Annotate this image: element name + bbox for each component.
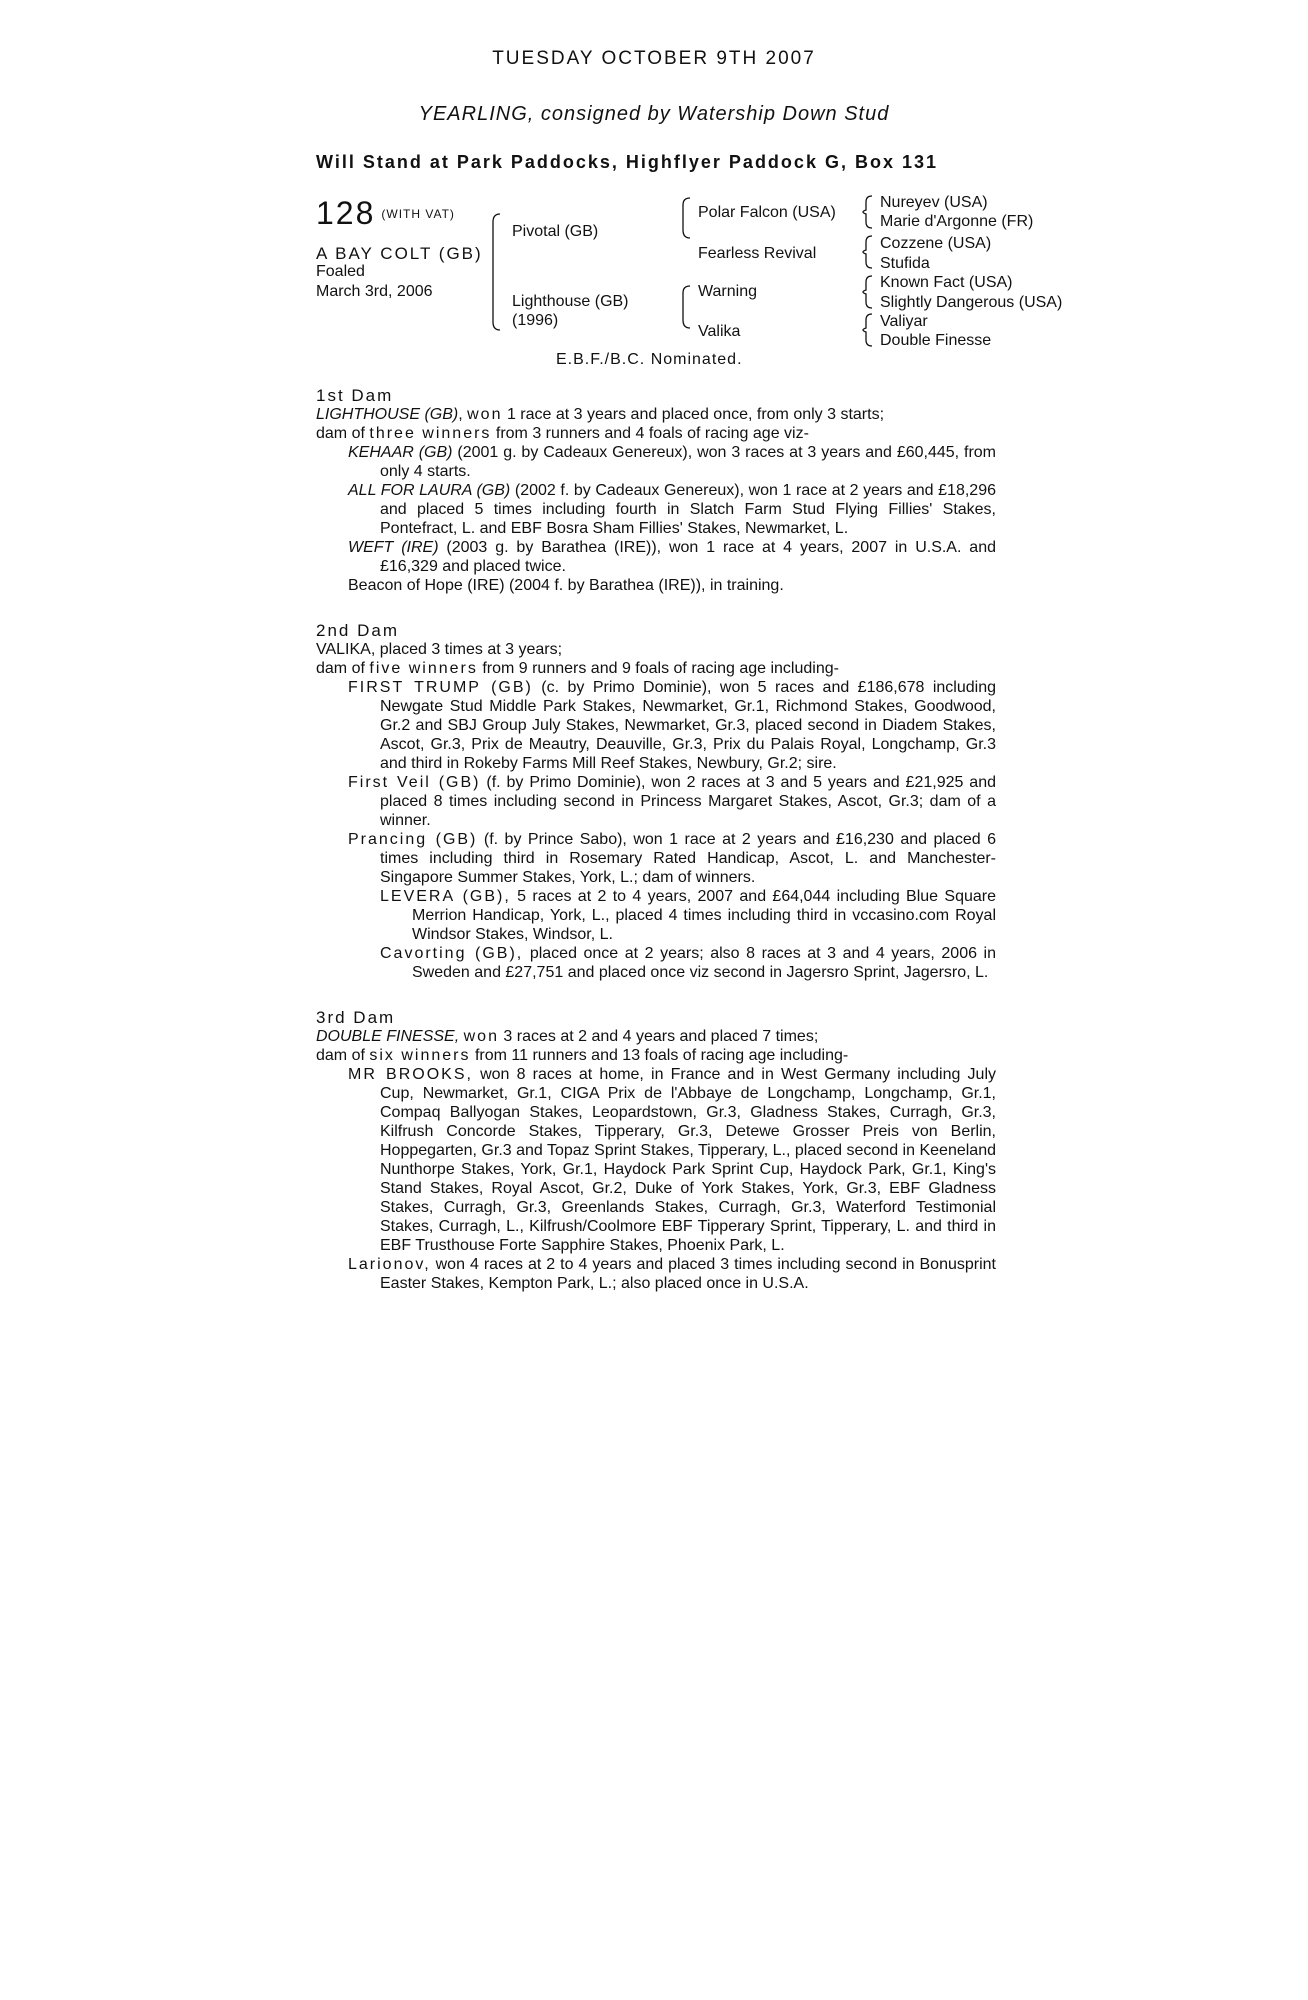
dam-of-rest: from 3 runners and 4 foals of racing age viz- <box>495 425 809 442</box>
third-dam-title: 3rd Dam <box>316 1008 396 1027</box>
gen3-ancestor-6: Slightly Dangerous (USA) <box>880 294 1063 311</box>
gen3-bracket-4 <box>863 314 872 346</box>
grand-produce-entry <box>316 887 996 944</box>
first-dam-intro-rest: 1 race at 3 years and placed once, from only 3 starts; <box>506 406 885 423</box>
dam-dam: Valika <box>698 323 741 340</box>
third-dam-intro <box>316 1027 996 1046</box>
produce-entry <box>316 481 996 538</box>
produce-entry <box>316 1255 996 1293</box>
produce-name: WEFT (IRE) <box>348 539 439 556</box>
second-dam-intro: VALIKA, placed 3 times at 3 years; <box>316 641 563 658</box>
foaled-label: Foaled <box>316 263 365 280</box>
produce-text: Beacon of Hope (IRE) (2004 f. by Barathea (IRE)), in training. <box>348 577 784 594</box>
produce-name: ALL FOR LAURA (GB) <box>348 482 511 499</box>
gen1-bracket <box>493 214 500 330</box>
first-dam-title: 1st Dam <box>316 386 394 405</box>
produce-entry <box>316 576 996 595</box>
dam-foaling-year: (1996) <box>512 312 559 329</box>
gen3-bracket-2 <box>863 236 872 268</box>
vat-note: (WITH VAT) <box>381 207 455 221</box>
winners-count: five winners <box>369 660 478 677</box>
dam-name: Lighthouse (GB) <box>512 293 629 310</box>
lot-number-value: 128 <box>316 195 376 231</box>
produce-text: 5 races at 2 to 4 years, 2007 and £64,044 including Blue Square Merrion Handicap, York, L., placed 4 times including third in vccasino.com Royal Windsor Stakes, Windsor, L. <box>412 888 997 943</box>
grand-produce-entry <box>316 944 996 982</box>
produce-records <box>316 386 996 1319</box>
gen3-bracket-1 <box>863 196 872 228</box>
gen3-ancestor-1: Nureyev (USA) <box>880 194 988 211</box>
third-dam-produce-summary <box>316 1046 996 1065</box>
produce-entry <box>316 773 996 830</box>
winners-count: six winners <box>369 1047 471 1064</box>
gen3-ancestor-4: Stufida <box>880 255 930 272</box>
second-dam-produce-summary <box>316 659 996 678</box>
sire-sire: Polar Falcon (USA) <box>698 204 836 221</box>
first-dam-section <box>316 386 996 595</box>
second-dam-title: 2nd Dam <box>316 621 399 640</box>
pedigree-brackets <box>0 0 1308 400</box>
dam-of-rest: from 9 runners and 9 foals of racing age including- <box>482 660 839 677</box>
first-dam-intro: LIGHTHOUSE (GB), won 1 race at 3 years and placed once, from only 3 starts; <box>316 406 885 423</box>
gen2-bracket-sire <box>683 198 690 238</box>
produce-entry <box>316 1065 996 1255</box>
produce-text: (2003 g. by Barathea (IRE)), won 1 race at 4 years, 2007 in U.S.A. and £16,329 and placed twice. <box>380 539 996 575</box>
winners-count: three winners <box>369 425 492 442</box>
first-dam-name: LIGHTHOUSE (GB) <box>316 406 459 423</box>
foaled-date: March 3rd, 2006 <box>316 283 433 300</box>
dam-of-prefix: dam of <box>316 1047 365 1064</box>
dam-of-rest: from 11 runners and 13 foals of racing age including- <box>474 1047 849 1064</box>
produce-text: (c. by Primo Dominie), won 5 races and £186,678 including Newgate Stud Middle Park Stakes, Newmarket, Gr.1, Richmond Stakes, Goodwood, Gr.2 and SBJ Group July Stakes, Newmarket, Gr.3, placed second in Diadem Stakes, Ascot, Gr.3, Prix de Meautry, Deauville, Gr.3, Prix du Palais Royal, Longchamp, Gr.3 and third in Rokeby Farms Mill Reef Stakes, Newbury, Gr.2; sire. <box>380 679 996 772</box>
stabling-location: Will Stand at Park Paddocks, Highflyer Paddock G, Box 131 <box>316 152 938 172</box>
sire-name: Pivotal (GB) <box>512 223 599 240</box>
third-dam-section <box>316 1008 996 1293</box>
sale-date: TUESDAY OCTOBER 9TH 2007 <box>492 48 816 69</box>
gen3-ancestor-5: Known Fact (USA) <box>880 274 1013 291</box>
sire-dam: Fearless Revival <box>698 245 817 262</box>
gen2-bracket-dam <box>683 286 690 328</box>
second-dam-section <box>316 621 996 982</box>
consignment-line: YEARLING, consigned by Watership Down Stud <box>418 103 890 125</box>
produce-text: (2001 g. by Cadeaux Genereux), won 3 races at 3 years and £60,445, from only 4 starts. <box>380 444 996 480</box>
produce-name: KEHAAR (GB) <box>348 444 453 461</box>
produce-name: MR BROOKS, <box>348 1066 473 1083</box>
dam-of-prefix: dam of <box>316 425 365 442</box>
won-word: won <box>467 406 503 423</box>
produce-text: (2002 f. by Cadeaux Genereux), won 1 race at 2 years and £18,296 and placed 5 times including fourth in Slatch Farm Stud Flying Fillies' Stakes, Pontefract, L. and EBF Bosra Sham Fillies' Stakes, Newmarket, L. <box>380 482 996 537</box>
gen3-ancestor-3: Cozzene (USA) <box>880 235 992 252</box>
horse-description: A BAY COLT (GB) <box>316 244 483 263</box>
gen3-ancestor-8: Double Finesse <box>880 332 992 349</box>
produce-text: won 8 races at home, in France and in West Germany including July Cup, Newmarket, Gr.1, CIGA Prix de l'Abbaye de Longchamp, Longchamp, Gr.1, Compaq Ballyogan Stakes, Leopardstown, Gr.3, Gladness Stakes, Curragh, Gr.3, Kilfrush Concorde Stakes, Tipperary, Gr.3, Detewe Grosser Preis von Berlin, Hoppegarten, Gr.3 and Topaz Sprint Stakes, Tipperary, L., placed second in Keeneland Nunthorpe Stakes, York, Gr.1, Haydock Park Sprint Cup, Haydock Park, Gr.1, King's Stand Stakes, Royal Ascot, Gr.2, Duke of York Stakes, York, Gr.3, EBF Gladness Stakes, Curragh, Gr.3, Greenlands Stakes, Curragh, Gr.3, Waterford Testimonial Stakes, Curragh, L., Kilfrush/Coolmore EBF Tipperary Sprint, Tipperary, L. and third in EBF Trusthouse Forte Sapphire Stakes, Phoenix Park, L. <box>380 1066 996 1254</box>
produce-text: placed once at 2 years; also 8 races at 3 and 4 years, 2006 in Sweden and £27,751 and placed once viz second in Jagersro Sprint, Jagersro, L. <box>412 945 997 981</box>
produce-name: Cavorting (GB), <box>380 945 524 962</box>
nomination-note: E.B.F./B.C. Nominated. <box>556 351 743 368</box>
gen2-curl-1 <box>692 204 696 234</box>
third-dam-name: DOUBLE FINESSE, <box>316 1028 460 1045</box>
dam-of-prefix: dam of <box>316 660 365 677</box>
produce-name: Larionov, <box>348 1256 431 1273</box>
produce-name: FIRST TRUMP (GB) <box>348 679 533 696</box>
produce-entry <box>316 538 996 576</box>
third-dam-intro-rest: 3 races at 2 and 4 years and placed 7 times; <box>503 1028 819 1045</box>
produce-name: First Veil (GB) <box>348 774 481 791</box>
dam-sire: Warning <box>698 283 757 300</box>
produce-entry <box>316 678 996 773</box>
gen3-bracket-3 <box>863 276 872 308</box>
produce-entry <box>316 443 996 481</box>
gen3-ancestor-2: Marie d'Argonne (FR) <box>880 213 1034 230</box>
produce-text: (f. by Prince Sabo), won 1 race at 2 years and £16,230 and placed 6 times including third in Rosemary Rated Handicap, Ascot, L. and Manchester-Singapore Summer Stakes, York, L.; dam of winners. <box>380 831 996 886</box>
produce-entry <box>316 830 996 887</box>
produce-name: LEVERA (GB), <box>380 888 511 905</box>
produce-text: (f. by Primo Dominie), won 2 races at 3 and 5 years and £21,925 and placed 8 times including second in Princess Margaret Stakes, Ascot, Gr.3; dam of a winner. <box>380 774 996 829</box>
produce-text: won 4 races at 2 to 4 years and placed 3 times including second in Bonusprint Easter Stakes, Kempton Park, L.; also placed once in U.S.A. <box>380 1256 996 1292</box>
first-dam-produce-summary <box>316 424 996 443</box>
produce-name: Prancing (GB) <box>348 831 478 848</box>
gen3-ancestor-7: Valiyar <box>880 313 928 330</box>
won-word: won <box>463 1028 499 1045</box>
